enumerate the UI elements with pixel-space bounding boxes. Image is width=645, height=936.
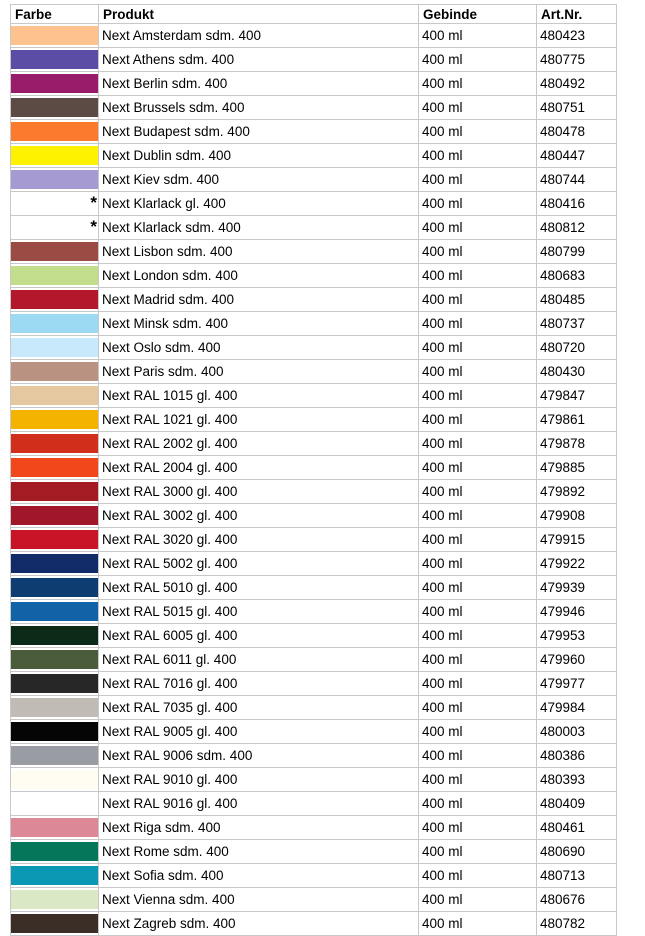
product-table-container — [10, 4, 617, 936]
product-name-cell: Next RAL 5002 gl. 400 — [99, 552, 419, 576]
table-row — [11, 672, 617, 696]
color-swatch — [11, 578, 98, 597]
article-number-cell: 480683 — [537, 264, 617, 288]
color-swatch — [11, 602, 98, 621]
table-row — [11, 144, 617, 168]
container-size-cell: 400 ml — [419, 120, 537, 144]
color-cell — [11, 648, 99, 672]
color-swatch — [11, 554, 98, 573]
container-size-cell: 400 ml — [419, 360, 537, 384]
container-size-cell: 400 ml — [419, 24, 537, 48]
article-number-cell: 480737 — [537, 312, 617, 336]
product-name-cell: Next Kiev sdm. 400 — [99, 168, 419, 192]
container-size-cell: 400 ml — [419, 912, 537, 936]
color-swatch — [11, 506, 98, 525]
article-number-cell: 480393 — [537, 768, 617, 792]
color-swatch — [11, 314, 98, 333]
product-name-cell: Next RAL 5010 gl. 400 — [99, 576, 419, 600]
article-number-cell: 479939 — [537, 576, 617, 600]
container-size-cell: 400 ml — [419, 840, 537, 864]
article-number-cell: 480461 — [537, 816, 617, 840]
article-number-cell: 480386 — [537, 744, 617, 768]
article-number-cell: 480720 — [537, 336, 617, 360]
table-row — [11, 816, 617, 840]
color-swatch — [11, 122, 98, 141]
color-swatch — [11, 50, 98, 69]
color-swatch — [11, 338, 98, 357]
table-row — [11, 696, 617, 720]
product-name-cell: Next RAL 1021 gl. 400 — [99, 408, 419, 432]
container-size-cell: 400 ml — [419, 192, 537, 216]
color-cell — [11, 912, 99, 936]
color-cell — [11, 432, 99, 456]
table-row — [11, 864, 617, 888]
article-number-cell: 480775 — [537, 48, 617, 72]
product-name-cell: Next RAL 3002 gl. 400 — [99, 504, 419, 528]
product-name-cell: Next Klarlack gl. 400 — [99, 192, 419, 216]
article-number-cell: 479960 — [537, 648, 617, 672]
product-name-cell: Next RAL 3000 gl. 400 — [99, 480, 419, 504]
container-size-cell: 400 ml — [419, 888, 537, 912]
color-cell — [11, 552, 99, 576]
color-cell — [11, 336, 99, 360]
container-size-cell: 400 ml — [419, 336, 537, 360]
article-number-cell: 479953 — [537, 624, 617, 648]
table-row — [11, 912, 617, 936]
article-number-cell: 480447 — [537, 144, 617, 168]
table-header-row — [11, 5, 617, 24]
color-cell — [11, 288, 99, 312]
article-number-cell: 480812 — [537, 216, 617, 240]
color-swatch — [11, 842, 98, 861]
product-name-cell: Next Madrid sdm. 400 — [99, 288, 419, 312]
product-name-cell: Next RAL 1015 gl. 400 — [99, 384, 419, 408]
product-name-cell: Next Rome sdm. 400 — [99, 840, 419, 864]
container-size-cell: 400 ml — [419, 672, 537, 696]
product-name-cell: Next Amsterdam sdm. 400 — [99, 24, 419, 48]
table-row — [11, 192, 617, 216]
header-produkt: Produkt — [99, 5, 419, 24]
color-swatch — [11, 362, 98, 381]
container-size-cell: 400 ml — [419, 864, 537, 888]
container-size-cell: 400 ml — [419, 144, 537, 168]
color-cell — [11, 120, 99, 144]
color-cell — [11, 744, 99, 768]
color-swatch — [11, 650, 98, 669]
product-name-cell: Next Dublin sdm. 400 — [99, 144, 419, 168]
table-row — [11, 168, 617, 192]
container-size-cell: 400 ml — [419, 552, 537, 576]
color-cell — [11, 240, 99, 264]
color-swatch — [11, 410, 98, 429]
article-number-cell: 480690 — [537, 840, 617, 864]
color-swatch — [11, 194, 98, 213]
article-number-cell: 480782 — [537, 912, 617, 936]
article-number-cell: 480003 — [537, 720, 617, 744]
color-swatch — [11, 242, 98, 261]
product-name-cell: Next RAL 6011 gl. 400 — [99, 648, 419, 672]
table-body — [11, 24, 617, 936]
product-name-cell: Next Athens sdm. 400 — [99, 48, 419, 72]
article-number-cell: 480478 — [537, 120, 617, 144]
color-product-table — [10, 4, 617, 936]
table-row — [11, 624, 617, 648]
color-swatch — [11, 386, 98, 405]
color-cell — [11, 384, 99, 408]
article-number-cell: 479977 — [537, 672, 617, 696]
article-number-cell: 479915 — [537, 528, 617, 552]
table-row — [11, 120, 617, 144]
product-name-cell: Next RAL 9006 sdm. 400 — [99, 744, 419, 768]
color-cell — [11, 192, 99, 216]
product-name-cell: Next RAL 9010 gl. 400 — [99, 768, 419, 792]
color-swatch — [11, 818, 98, 837]
article-number-cell: 480492 — [537, 72, 617, 96]
color-cell — [11, 768, 99, 792]
container-size-cell: 400 ml — [419, 528, 537, 552]
table-row — [11, 288, 617, 312]
article-number-cell: 480676 — [537, 888, 617, 912]
product-name-cell: Next RAL 2002 gl. 400 — [99, 432, 419, 456]
container-size-cell: 400 ml — [419, 720, 537, 744]
article-number-cell: 480409 — [537, 792, 617, 816]
table-row — [11, 96, 617, 120]
container-size-cell: 400 ml — [419, 240, 537, 264]
color-swatch — [11, 290, 98, 309]
color-cell — [11, 456, 99, 480]
product-name-cell: Next RAL 3020 gl. 400 — [99, 528, 419, 552]
product-name-cell: Next Sofia sdm. 400 — [99, 864, 419, 888]
color-swatch — [11, 434, 98, 453]
container-size-cell: 400 ml — [419, 168, 537, 192]
container-size-cell: 400 ml — [419, 72, 537, 96]
product-name-cell: Next RAL 7016 gl. 400 — [99, 672, 419, 696]
asterisk-marker: * — [90, 193, 97, 212]
product-name-cell: Next Berlin sdm. 400 — [99, 72, 419, 96]
container-size-cell: 400 ml — [419, 624, 537, 648]
product-name-cell: Next Lisbon sdm. 400 — [99, 240, 419, 264]
color-cell — [11, 48, 99, 72]
container-size-cell: 400 ml — [419, 216, 537, 240]
container-size-cell: 400 ml — [419, 480, 537, 504]
color-cell — [11, 216, 99, 240]
table-row — [11, 72, 617, 96]
product-name-cell: Next Minsk sdm. 400 — [99, 312, 419, 336]
table-row — [11, 552, 617, 576]
color-cell — [11, 600, 99, 624]
container-size-cell: 400 ml — [419, 408, 537, 432]
container-size-cell: 400 ml — [419, 744, 537, 768]
product-name-cell: Next RAL 7035 gl. 400 — [99, 696, 419, 720]
article-number-cell: 480744 — [537, 168, 617, 192]
asterisk-marker: * — [90, 217, 97, 236]
color-swatch — [11, 866, 98, 885]
table-row — [11, 720, 617, 744]
color-cell — [11, 528, 99, 552]
table-row — [11, 48, 617, 72]
container-size-cell: 400 ml — [419, 288, 537, 312]
table-row — [11, 792, 617, 816]
header-gebinde: Gebinde — [419, 5, 537, 24]
header-artnr: Art.Nr. — [537, 5, 617, 24]
color-cell — [11, 144, 99, 168]
color-swatch — [11, 698, 98, 717]
color-cell — [11, 264, 99, 288]
product-name-cell: Next Zagreb sdm. 400 — [99, 912, 419, 936]
table-row — [11, 480, 617, 504]
color-cell — [11, 624, 99, 648]
color-cell — [11, 168, 99, 192]
container-size-cell: 400 ml — [419, 504, 537, 528]
table-row — [11, 408, 617, 432]
product-name-cell: Next RAL 9016 gl. 400 — [99, 792, 419, 816]
container-size-cell: 400 ml — [419, 792, 537, 816]
color-cell — [11, 792, 99, 816]
table-row — [11, 336, 617, 360]
container-size-cell: 400 ml — [419, 432, 537, 456]
table-row — [11, 600, 617, 624]
color-swatch — [11, 98, 98, 117]
container-size-cell: 400 ml — [419, 264, 537, 288]
table-row — [11, 504, 617, 528]
container-size-cell: 400 ml — [419, 600, 537, 624]
color-swatch — [11, 458, 98, 477]
table-row — [11, 648, 617, 672]
color-swatch — [11, 74, 98, 93]
article-number-cell: 480416 — [537, 192, 617, 216]
article-number-cell: 479892 — [537, 480, 617, 504]
table-row — [11, 528, 617, 552]
table-row — [11, 768, 617, 792]
product-name-cell: Next Riga sdm. 400 — [99, 816, 419, 840]
product-name-cell: Next Vienna sdm. 400 — [99, 888, 419, 912]
article-number-cell: 479847 — [537, 384, 617, 408]
table-row — [11, 384, 617, 408]
container-size-cell: 400 ml — [419, 648, 537, 672]
color-cell — [11, 408, 99, 432]
color-cell — [11, 24, 99, 48]
container-size-cell: 400 ml — [419, 576, 537, 600]
table-row — [11, 216, 617, 240]
color-swatch — [11, 722, 98, 741]
table-row — [11, 432, 617, 456]
color-swatch — [11, 914, 98, 933]
color-swatch — [11, 626, 98, 645]
product-name-cell: Next RAL 9005 gl. 400 — [99, 720, 419, 744]
table-row — [11, 576, 617, 600]
header-farbe: Farbe — [11, 5, 99, 24]
color-swatch — [11, 530, 98, 549]
color-cell — [11, 720, 99, 744]
color-cell — [11, 864, 99, 888]
color-cell — [11, 360, 99, 384]
article-number-cell: 479946 — [537, 600, 617, 624]
table-row — [11, 840, 617, 864]
product-name-cell: Next Brussels sdm. 400 — [99, 96, 419, 120]
article-number-cell: 480430 — [537, 360, 617, 384]
product-name-cell: Next London sdm. 400 — [99, 264, 419, 288]
color-cell — [11, 72, 99, 96]
container-size-cell: 400 ml — [419, 768, 537, 792]
article-number-cell: 479908 — [537, 504, 617, 528]
color-swatch — [11, 482, 98, 501]
table-row — [11, 312, 617, 336]
article-number-cell: 479922 — [537, 552, 617, 576]
product-name-cell: Next Budapest sdm. 400 — [99, 120, 419, 144]
color-swatch — [11, 266, 98, 285]
color-swatch — [11, 746, 98, 765]
color-swatch — [11, 770, 98, 789]
container-size-cell: 400 ml — [419, 96, 537, 120]
article-number-cell: 480713 — [537, 864, 617, 888]
table-row — [11, 744, 617, 768]
table-row — [11, 360, 617, 384]
table-row — [11, 888, 617, 912]
container-size-cell: 400 ml — [419, 384, 537, 408]
color-cell — [11, 96, 99, 120]
color-swatch — [11, 218, 98, 237]
container-size-cell: 400 ml — [419, 48, 537, 72]
product-name-cell: Next RAL 2004 gl. 400 — [99, 456, 419, 480]
table-row — [11, 240, 617, 264]
product-name-cell: Next Paris sdm. 400 — [99, 360, 419, 384]
article-number-cell: 479885 — [537, 456, 617, 480]
product-name-cell: Next Oslo sdm. 400 — [99, 336, 419, 360]
container-size-cell: 400 ml — [419, 816, 537, 840]
color-cell — [11, 696, 99, 720]
color-swatch — [11, 26, 98, 45]
article-number-cell: 480751 — [537, 96, 617, 120]
color-cell — [11, 672, 99, 696]
table-row — [11, 456, 617, 480]
container-size-cell: 400 ml — [419, 312, 537, 336]
color-cell — [11, 504, 99, 528]
color-cell — [11, 816, 99, 840]
product-name-cell: Next RAL 6005 gl. 400 — [99, 624, 419, 648]
color-swatch — [11, 146, 98, 165]
color-swatch — [11, 890, 98, 909]
color-cell — [11, 312, 99, 336]
article-number-cell: 479984 — [537, 696, 617, 720]
color-swatch — [11, 674, 98, 693]
container-size-cell: 400 ml — [419, 696, 537, 720]
color-cell — [11, 888, 99, 912]
color-swatch — [11, 794, 98, 813]
color-cell — [11, 480, 99, 504]
article-number-cell: 480423 — [537, 24, 617, 48]
article-number-cell: 479861 — [537, 408, 617, 432]
product-name-cell: Next RAL 5015 gl. 400 — [99, 600, 419, 624]
article-number-cell: 479878 — [537, 432, 617, 456]
table-row — [11, 264, 617, 288]
color-cell — [11, 576, 99, 600]
article-number-cell: 480485 — [537, 288, 617, 312]
product-name-cell: Next Klarlack sdm. 400 — [99, 216, 419, 240]
container-size-cell: 400 ml — [419, 456, 537, 480]
color-cell — [11, 840, 99, 864]
table-row — [11, 24, 617, 48]
color-swatch — [11, 170, 98, 189]
article-number-cell: 480799 — [537, 240, 617, 264]
